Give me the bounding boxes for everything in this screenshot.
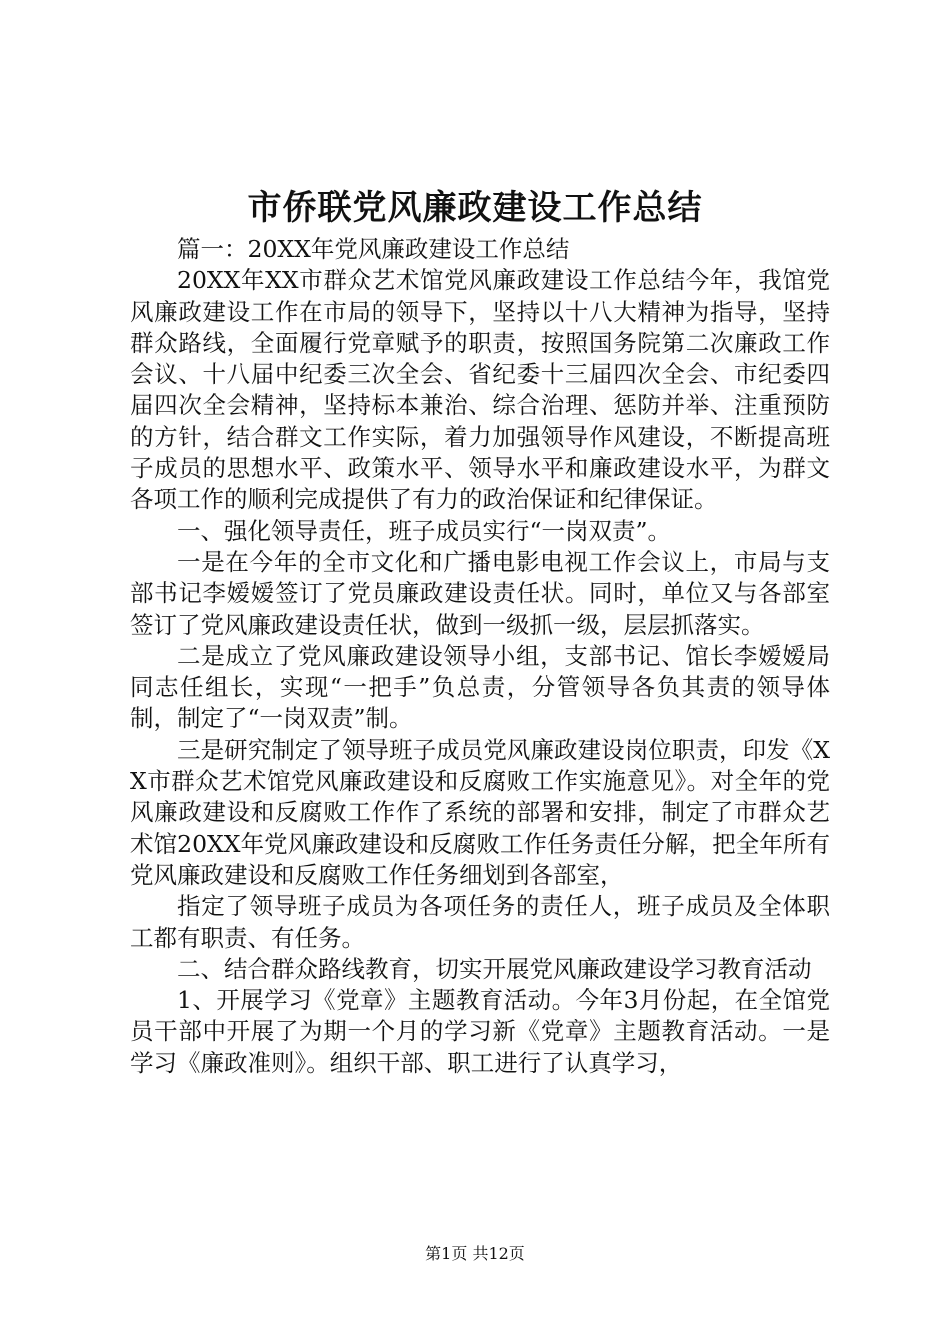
document-title: 市侨联党风廉政建设工作总结 [247, 188, 703, 228]
paragraph: 三是研究制定了领导班子成员党风廉政建设岗位职责，印发《XX市群众艺术馆党风廉政建设和反腐败工作实施意见》。对全年的党风廉政建设和反腐败工作作了系统的部署和安排，制定了市群众艺术馆20XX年党风廉政建设和反腐败工作任务责任分解，把全年所有党风廉政建设和反腐败工作任务细划到各部室， [130, 735, 830, 889]
paragraph: 一是在今年的全市文化和广播电影电视工作会议上，市局与支部书记李嫒嫒签订了党员廉政建设责任状。同时，单位又与各部室签订了党风廉政建设责任状，做到一级抓一级，层层抓落实。 [130, 547, 830, 639]
paragraph: 指定了领导班子成员为各项任务的责任人，班子成员及全体职工都有职责、有任务。 [130, 892, 830, 952]
paragraph: 1、开展学习《党章》主题教育活动。今年3月份起，在全馆党员干部中开展了为期一个月的学习新《党章》主题教育活动。一是学习《廉政准则》。组织干部、职工进行了认真学习， [130, 986, 830, 1077]
page-number-footer: 第1页 共12页 [425, 1244, 525, 1263]
paragraph-subtitle: 篇一：20XX年党风廉政建设工作总结 [177, 235, 570, 263]
paragraph: 20XX年XX市群众艺术馆党风廉政建设工作总结今年，我馆党风廉政建设工作在市局的领导下，坚持以十八大精神为指导，坚持群众路线，全面履行党章赋予的职责，按照国务院第二次廉政工作会议、十八届中纪委三次全会、省纪委十三届四次全会、市纪委四届四次全会精神，坚持标本兼治、综合治理、惩防并举、注重预防的方针，结合群文工作实际，着力加强领导作风建设，不断提高班子成员的思想水平、政策水平、领导水平和廉政建设水平，为群文各项工作的顺利完成提供了有力的政治保证和纪律保证。 [130, 266, 830, 514]
document-body [130, 234, 830, 1079]
section-heading: 一、强化领导责任，班子成员实行“一岗双责”。 [177, 516, 672, 545]
section-heading: 二、结合群众路线教育，切实开展党风廉政建设学习教育活动 [177, 954, 812, 983]
paragraph: 二是成立了党风廉政建设领导小组，支部书记、馆长李嫒嫒局同志任组长，实现“一把手”负总责，分管领导各负其责的领导体制，制定了“一岗双责”制。 [130, 641, 830, 733]
